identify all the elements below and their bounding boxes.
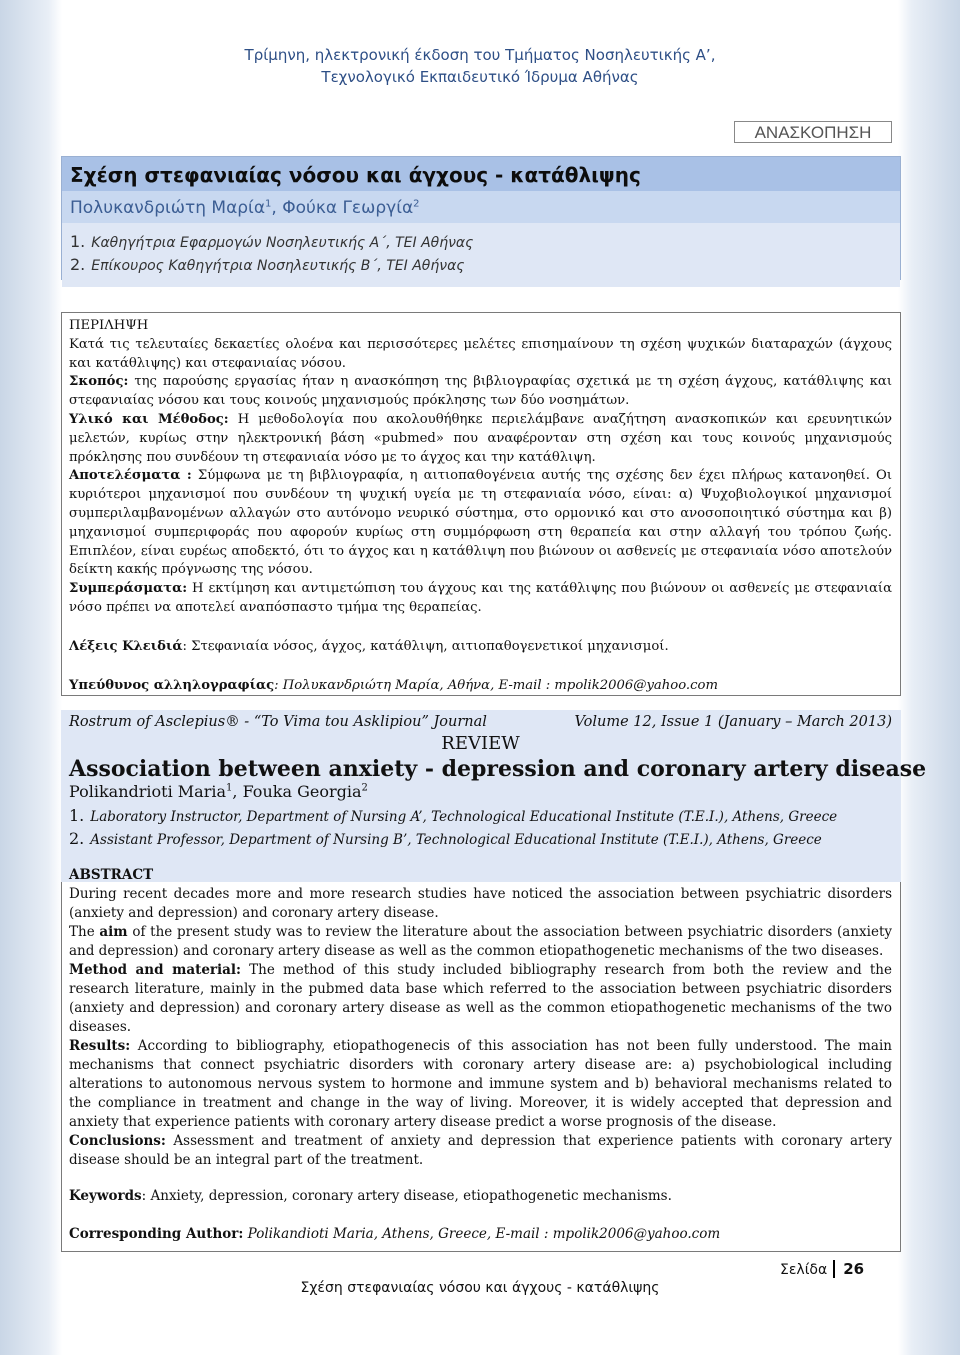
greek-title: Σχέση στεφανιαίας νόσου και άγχους - κατάθλιψης	[62, 157, 900, 191]
greek-abstract	[69, 317, 892, 618]
english-affiliation-1: 1. Laboratory Instructor, Department of Nursing A’, Technological Educational Institute (T.E.I.), Athens, Greece	[69, 806, 838, 825]
greek-affiliation-1: 1. Καθηγήτρια Εφαρμογών Νοσηλευτικής Α΄, ΤΕΙ Αθήνας	[70, 232, 474, 251]
greek-intro: Κατά τις τελευταίες δεκαετίες ολοένα και περισσότερες μελέτες επισημαίνουν τη σχέση ψυχικών διαταραχών (άγχους και κατάθλιψης) και στεφανιαίας νόσου.	[69, 336, 892, 371]
greek-authors: Πολυκανδριώτη Μαρία$^1$, Φούκα Γεωργία$^2$	[62, 191, 900, 223]
journal-header-line2: Τεχνολογικό Εκπαιδευτικό Ίδρυμα Αθήνας	[321, 68, 639, 86]
journal-line	[69, 712, 892, 732]
english-affiliation-2: 2. Assistant Professor, Department of Nursing B’, Technological Educational Institute (T.E.I.), Athens, Greece	[69, 829, 822, 848]
journal-volume: Volume 12, Issue 1 (January – March 2013)	[574, 714, 892, 730]
english-title: Association between anxiety - depression and coronary artery disease	[69, 756, 927, 782]
greek-aim: Σκοπός: της παρούσης εργασίας ήταν η ανασκόπηση της βιβλιογραφίας σχετικά με τη σχέση άγχους, κατάθλιψης και στεφανιαίας νόσου και τους κοινούς μηχανισμούς πρόκλησης των δύο νοσημάτων.	[69, 374, 892, 409]
greek-conclusions: Συμπεράσματα: Η εκτίμηση και αντιμετώπιση του άγχους και της κατάθλιψης που βιώνουν οι ασθενείς με στεφανιαία νόσο πρέπει να αποτελεί αναπόσπαστο τμήμα της θεραπείας.	[69, 581, 892, 615]
english-conclusions: Conclusions: Assessment and treatment of anxiety and depression that experience patients with coronary artery disease should be an integral part of the treatment.	[69, 1133, 892, 1168]
greek-title-box	[61, 156, 901, 280]
greek-keywords: Λέξεις Κλειδιά: Στεφανιαία νόσος, άγχος, κατάθλιψη, αιτιοπαθογενετικοί μηχανισμοί.	[69, 639, 669, 654]
english-keywords: Keywords: Anxiety, depression, coronary artery disease, etiopathogenetic mechanisms.	[69, 1188, 672, 1204]
english-method: Method and material: The method of this study included bibliography research from both the review and the research literature, mainly in the pubmed data base which referred to the association between psychiatric disorders (anxiety and depression) and coronary artery disease as well as the common etiopathogenetic mechanisms of the two diseases.	[69, 962, 892, 1035]
english-abstract	[69, 866, 892, 1170]
english-authors: Polikandrioti Maria$^1$, Fouka Georgia$^2$	[69, 782, 368, 801]
english-correspondence: Corresponding Author: Polikandioti Maria, Athens, Greece, E-mail : mpolik2006@yahoo.com	[69, 1226, 721, 1242]
english-results: Results: According to bibliography, etiopathogenecis of this association has not been fully understood. The main mechanisms that connect psychiatric disorders with coronary artery disease are: a) psychobiological including alterations to autonomous nervous system to hormone and immune system and b) behavioral mechanisms related to the compliance in treatment and change in the way of living. Moreover, it is widely accepted that depression and anxiety that experience patients with coronary artery disease predict a worse prognosis of the disease.	[69, 1038, 892, 1130]
journal-name: Rostrum of Asclepius® - “To Vima tou Asklipiou” Journal	[69, 714, 487, 730]
english-intro: During recent decades more and more research studies have noticed the association between psychiatric disorders (anxiety and depression) and coronary artery disease.	[69, 886, 892, 921]
english-article-type: REVIEW	[441, 733, 520, 754]
greek-correspondence: Υπεύθυνος αλληλογραφίας: Πολυκανδριώτη Μαρία, Αθήνα, E-mail : mpolik2006@yahoo.com	[69, 678, 718, 693]
journal-header-line1: Τρίμηνη, ηλεκτρονική έκδοση του Τμήματος Νοσηλευτικής Α’,	[244, 46, 716, 64]
page-number: Σελίδα 26	[780, 1260, 865, 1278]
greek-affiliations	[62, 223, 900, 287]
running-title: Σχέση στεφανιαίας νόσου και άγχους - κατάθλιψης	[300, 1280, 660, 1296]
article-type-badge: ΑΝΑΣΚΟΠΗΣΗ	[734, 121, 892, 143]
english-aim: The aim of the present study was to review the literature about the association between psychiatric disorders (anxiety and depression) and coronary artery disease as well as the common etiopathogenetic mechanisms of the two diseases.	[69, 924, 892, 959]
english-abstract-heading: ABSTRACT	[69, 867, 154, 883]
greek-results: Αποτελέσματα : Σύμφωνα με τη βιβλιογραφία, η αιτιοπαθογένεια αυτής της σχέσης δεν έχει πλήρως κατανοηθεί. Οι κυριότεροι μηχανισμοί που συνδέουν τη ψυχική υγεία με τη στεφανιαία νόσο, είναι: α) Ψυχοβιολογικοί μηχανισμοί συμπεριλαμβανομένων αλλαγών στο αυτόνομο νευρικό σύστημα, στο ορμονικό και στο ανοσοποιητικό σύστημα και β) μηχανισμοί συμπεριφοράς που αφορούν κυρίως στη συμμόρφωση στη θεραπεία και στην αλλαγή του τρόπου ζωής. Επιπλέον, είναι ευρέως αποδεκτό, ότι το άγχος και η κατάθλιψη που βιώνουν οι ασθενείς με στεφανιαία νόσο αποτελούν δείκτη κακής πρόγνωσης της νόσου.	[69, 468, 893, 578]
greek-affiliation-2: 2. Επίκουρος Καθηγήτρια Νοσηλευτικής Β΄, ΤΕΙ Αθήνας	[70, 255, 465, 274]
greek-abstract-heading: ΠΕΡΙΛΗΨΗ	[69, 318, 149, 333]
greek-method: Υλικό και Μέθοδος: Η μεθοδολογία που ακολουθήθηκε περιελάμβανε αναζήτηση ανασκοπικών και ερευνητικών μελετών, κυρίως στην ηλεκτρονική βάση «pubmed» που αναφέρονταν στη σχέση και τους κοινούς μηχανισμούς πρόκλησης που συνδέουν τη στεφανιαία νόσο με το άγχος και την κατάθλιψη.	[69, 411, 892, 465]
english-affiliations	[69, 805, 837, 851]
